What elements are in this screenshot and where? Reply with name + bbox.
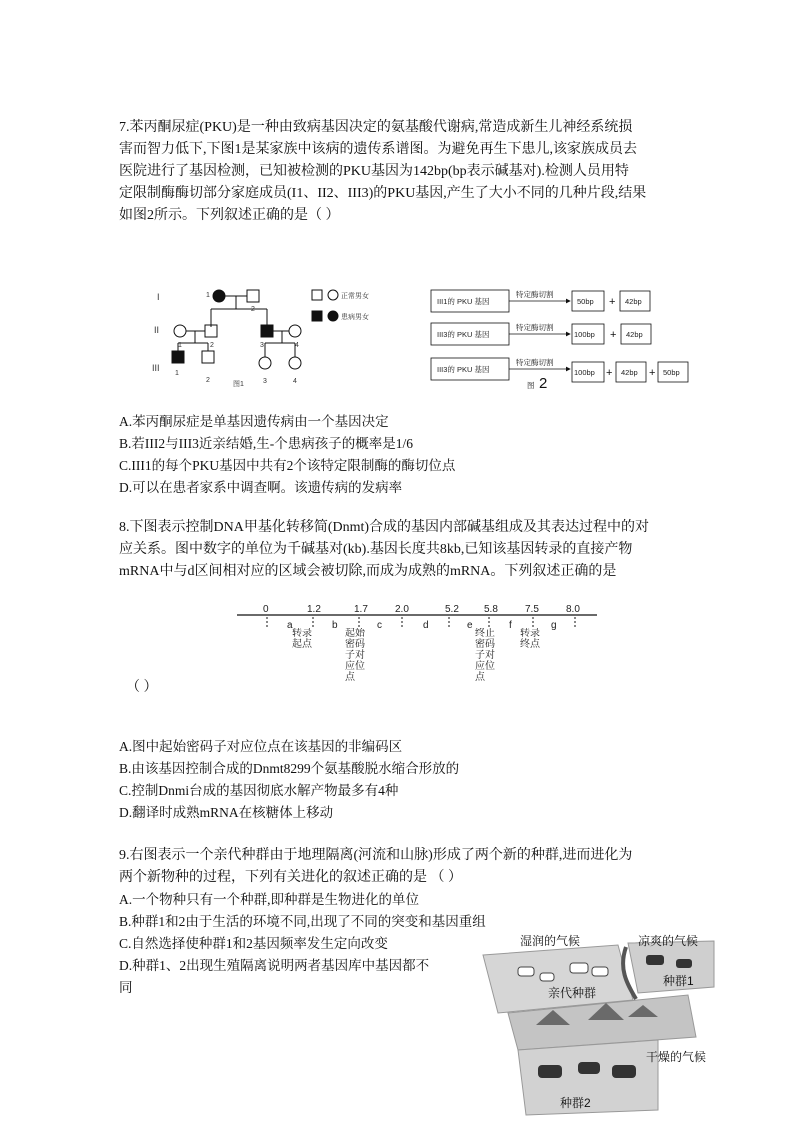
q8-option-b[interactable]: B.由该基因控制合成的Dnmt8299个氨基酸脱水缩合形放的 [119,761,460,776]
pedigree-figure-1 [145,283,370,393]
q9-option-b[interactable]: B.种群1和2由于生活的环境不同,出现了不同的突变和基因重组 [119,914,486,929]
annotation-start-codon: 起始密码子对应位点 [345,628,365,682]
q7-line: 医院进行了基因检测，已知被检测的PKU基因为142bp(bp表示碱基对).检测人员用特 [119,164,629,179]
q8-option-a[interactable]: A.图中起始密码子对应位点在该基因的非编码区 [119,739,403,754]
q8-option-c[interactable]: C.控制Dnmi台成的基因彻底水解产物最多有4种 [119,783,399,798]
question-8-stem [119,517,649,583]
pedigree-number: 3 [260,342,264,349]
fragment-label: 50bp [577,297,594,306]
annotation-stop-codon: 终止密码子对应位点 [475,628,495,682]
speciation-figure [478,925,718,1117]
generation-label-I: I [157,292,160,302]
q9-option-a[interactable]: A.一个物种只有一个种群,即种群是生物进化的单位 [119,892,419,907]
enzyme-label: 特定酶切割 [516,290,554,299]
pedigree-number: 4 [293,378,297,385]
plus-sign: + [609,296,616,308]
kb-tick-label: 8.0 [566,604,580,615]
segment-label: f [509,620,512,631]
kb-tick-label: 1.7 [354,604,368,615]
q7-line: 定限制酶酶切部分家庭成员(I1、II2、III3)的PKU基因,产生了大小不同的几种片段,结果 [119,186,647,201]
pedigree-number: 1 [206,292,210,299]
pedigree-number: 2 [210,342,214,349]
q8-line: mRNA中与d区间相对应的区域会被切除,而成为成熟的mRNA。下列叙述正确的是 [119,564,617,579]
q9-option-c[interactable]: C.自然选择使种群1和2基因频率发生定向改变 [119,936,388,951]
legend-affected-label: 患病男女 [341,314,369,321]
kb-tick-label: 2.0 [395,604,409,615]
III4-normal-female [289,357,301,369]
fragment-label: 100bp [574,368,595,377]
III3-normal-female [259,357,271,369]
digestion-figure-2 [428,285,694,395]
fragment-label: 100bp [574,330,595,339]
gene-label: III3的 PKU 基因 [437,330,490,339]
pop1-animal [646,955,664,965]
pedigree-number: 1 [178,342,182,349]
gene-structure-diagram [237,600,597,682]
figure-1-caption: 图1 [233,381,244,388]
gene-label: III3的 PKU 基因 [437,365,490,374]
q7-line: 害而智力低下,下图1是某家族中该病的遗传系谱图。为避免再生下患儿,该家族成员去 [119,142,637,157]
kb-tick-label: 7.5 [525,604,539,615]
pop2-animal [578,1062,600,1074]
III2-normal-male [202,351,214,363]
q7-option-a[interactable]: A.苯丙酮尿症是单基因遗传病由一个基因决定 [119,414,389,429]
segment-label: e [467,620,473,631]
q9-option-d-cont: 同 [119,980,133,995]
dry-climate-label: 干燥的气候 [646,1050,707,1064]
question-9-stem [119,845,632,889]
q8-option-d[interactable]: D.翻译时成熟mRNA在核糖体上移动 [119,805,334,820]
fragment-label: 42bp [626,330,643,339]
q9-line: 两个新物种的过程，下列有关进化的叙述正确的是 （ ） [119,870,462,885]
parent-animal [518,967,534,976]
parent-animal [592,967,608,976]
I2-normal-male [247,290,259,302]
enzyme-label: 特定酶切割 [516,323,554,332]
plus-sign: + [649,367,656,379]
III1-affected-male [172,351,184,363]
segment-label: c [377,620,382,631]
q7-option-c[interactable]: C.III1的每个PKU基因中共有2个该特定限制酶的酶切位点 [119,458,456,473]
II4-normal-female [289,325,301,337]
annotation-transcription-end: 转录终点 [520,628,540,650]
parent-population-label: 亲代种群 [548,986,597,1000]
cool-climate-label: 凉爽的气候 [638,934,699,948]
legend-affected-female [328,311,338,321]
legend-normal-label: 正常男女 [341,293,369,300]
q7-line: 如图2所示。下列叙述正确的是（ ） [119,208,340,223]
legend-normal-male [312,290,322,300]
legend-normal-female [328,290,338,300]
segment-label: d [423,620,429,631]
segment-label: b [332,620,338,631]
q7-line: 7.苯丙酮尿症(PKU)是一种由致病基因决定的氨基酸代谢病,常造成新生儿神经系统损 [119,120,633,135]
fragment-label: 50bp [663,368,680,377]
enzyme-label: 特定酶切割 [516,358,554,367]
segment-label: a [287,620,293,631]
generation-label-II: II [154,325,160,335]
segment-label: g [551,620,557,631]
II1-normal-female [174,325,186,337]
kb-tick-label: 1.2 [307,604,321,615]
I1-affected-female [213,290,225,302]
gene-label: III1的 PKU 基因 [437,297,490,306]
kb-tick-label: 5.8 [484,604,498,615]
question-7-stem [119,117,646,227]
kb-tick-label: 0 [263,604,269,615]
pop2-animal [612,1065,636,1078]
population-2-label: 种群2 [560,1096,591,1110]
parent-animal [540,973,554,981]
pedigree-number: 2 [251,306,255,313]
annotation-transcription-start: 转录起点 [292,628,312,650]
pop2-animal [538,1065,562,1078]
pedigree-number: 3 [263,378,267,385]
plus-sign: + [606,367,613,379]
figure-2-caption-b: 2 [539,375,548,392]
pedigree-number: 4 [295,342,299,349]
plus-sign: + [610,329,617,341]
generation-label-III: III [152,363,160,373]
parent-animal [570,963,588,973]
II3-affected-male [261,325,273,337]
q9-line: 9.右图表示一个亲代种群由于地理隔离(河流和山脉)形成了两个新的种群,进而进化为 [119,848,633,863]
fragment-label: 42bp [621,368,638,377]
pop1-animal [676,959,692,968]
figure-2-caption-a: 图 [527,381,535,390]
q8-line: 应关系。图中数字的单位为千碱基对(kb).基因长度共8kb,已知该基因转录的直接产物 [119,542,633,557]
q9-option-d[interactable]: D.种群1、2出现生殖隔离说明两者基因库中基因都不 [119,958,430,973]
population-1-label: 种群1 [663,974,694,988]
humid-climate-label: 湿润的气候 [520,934,581,948]
pedigree-number: 2 [206,377,210,384]
q7-option-d[interactable]: D.可以在患者家系中调查啊。该遗传病的发病率 [119,480,403,495]
q8-line: 8.下图表示控制DNA甲基化转移简(Dnmt)合成的基因内部碱基组成及其表达过程中的对 [119,520,650,535]
pedigree-number: 1 [175,370,179,377]
q7-option-b[interactable]: B.若III2与III3近亲结婚,生-个患病孩子的概率是1/6 [119,436,413,451]
fragment-label: 42bp [625,297,642,306]
q8-answer-bracket[interactable]: （ ） [126,680,158,695]
kb-tick-label: 5.2 [445,604,459,615]
legend-affected-male [312,311,322,321]
